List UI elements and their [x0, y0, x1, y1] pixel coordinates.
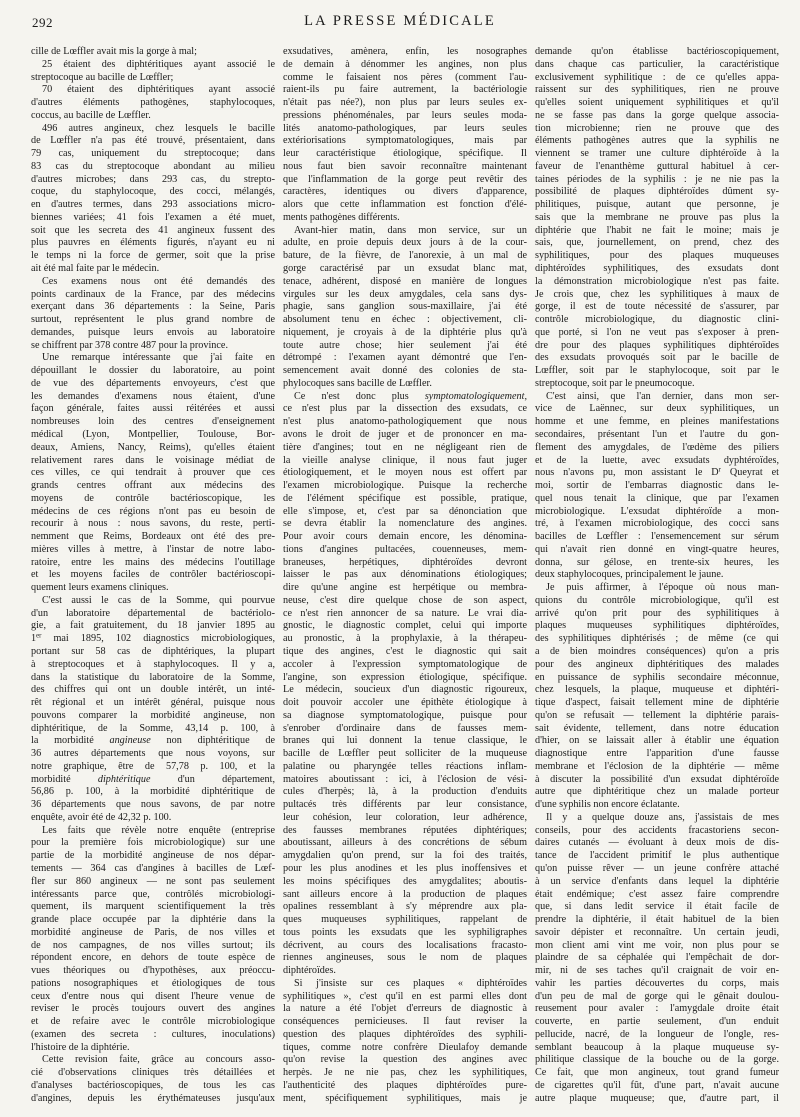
text-line: enquête, avoir été de 42,32 p. 100.: [31, 811, 172, 823]
text-line: 70 étaient des diphtéritiques ayant associé: [42, 84, 275, 96]
text-line: cille de Lœffler avait mis la gorge à mal;: [31, 46, 197, 57]
text-line: était endémique; c'est assez faire comprendre: [535, 888, 779, 900]
text-line: qu'on puisse rêver — un jeune confrère attaché: [535, 863, 779, 874]
text-line: phagie, sans ganglion sous-maxillaire, j'ai été: [283, 301, 527, 313]
text-line: d'autres éléments pathogènes, staphylocoques,: [31, 97, 275, 109]
text-line: caractères, identiques ou divers d'apparence,: [283, 186, 527, 198]
text-line: extériorisations symptomatologiques, mais par: [283, 135, 527, 147]
text-line: ques muqueuses syphilitiques, rappelant de: [283, 914, 527, 926]
text-line: rêt régional et un intérêt général, puisque nous: [31, 697, 275, 709]
text-line: demande qu'on établisse bactérioscopiquement,: [535, 46, 779, 57]
text-line: 25 étaient des diphtéritiques ayant associé le: [42, 58, 275, 70]
text-line: 79 cas, uniquement du streptocoque; dans: [31, 148, 275, 160]
text-line: diphtéroïdes syphilitiques, des exsudats dont: [535, 263, 779, 275]
text-line: que, si dans ledit service il était facile de: [535, 901, 779, 913]
text-run: morbidité: [31, 773, 98, 785]
text-line: gie, a fait gratuitement, du 18 janvier 1895 au: [31, 620, 275, 632]
text-line: comme le faisaient nos pères (comment l'au-: [283, 71, 527, 83]
text-line: Le médecin, soucieux d'un diagnostic rigoureux,: [283, 684, 527, 696]
text-line: autre plaque muqueuse; que, d'autre part, il: [535, 1092, 779, 1104]
text-line: vues théoriques ou d'hypothèses, aux préoccu-: [31, 965, 275, 977]
text-line: Les faits que révèle notre enquête (entreprise: [42, 824, 275, 836]
text-line: reusement pour avaler : l'amygdale droite était: [535, 1003, 779, 1015]
text-line: pultacés très différents par leur consistance,: [283, 799, 527, 811]
text-line: pressions phénoménales, par leurs seules moda-: [283, 109, 527, 121]
text-line: semblant beaucoup à la plaque muqueuse sy-: [535, 1041, 779, 1053]
text-line: tiques, comme notre confrère Dieulafoy demande: [283, 1041, 527, 1053]
text-line: d'autres microbes; dans 293 cas, du strepto-: [31, 173, 275, 185]
text-line: plaques muqueuses syphilitiques diphtéroïdes,: [535, 620, 779, 632]
text-line: bature, de la fièvre, de l'anorexie, à un mal de: [283, 250, 527, 262]
text-line: herpès. Je ne nie pas, chez les syphilitiques,: [283, 1067, 527, 1079]
paragraph: [283, 225, 527, 391]
text-line: membrane et l'éclosion de la diphtérie — même: [535, 760, 779, 772]
text-line: gorge, il est de toute nécessité de s'assurer, par: [535, 301, 779, 313]
text-line: que l'inflammation de la gorge peut revêtir des: [283, 173, 527, 185]
text-line: philitiques, puisque, autant que personne, je: [535, 199, 779, 211]
paragraph: [535, 46, 779, 391]
text-line: intéressants parce que, contrôlés microbiologi-: [31, 888, 275, 900]
text-line: pour des angineux diphtéritiques des malades: [535, 658, 779, 670]
text-line: ceux d'entre nous qui disent l'heure venue de: [31, 990, 275, 1002]
text-line: tion microbienne; rien ne prouve que des: [535, 122, 779, 134]
text-line: C'est ainsi, que l'an dernier, dans mon ser-: [546, 390, 779, 402]
text-line: 36 départements que nous savons, de par notre: [31, 799, 275, 811]
text-line: coccus, au bacille de Lœffler.: [31, 109, 151, 121]
text-line: notre graphique, être de 57,78 p. 100, et la: [31, 760, 275, 772]
text-line: portant sur 58 cas de diphtériques, la plupart: [31, 645, 275, 657]
text-line: s'enrober d'ordinaire dans de fausses mem-: [283, 722, 527, 734]
text-line: pour la première fois microbiologique) sur une: [31, 837, 275, 849]
text-line: exsudatives, amènera, enfin, les nosographes: [283, 46, 527, 57]
text-line: flement des amygdales, de l'œdème des piliers: [535, 441, 779, 453]
text-line: moi, sortir de l'embarras diagnostic dans le-: [535, 480, 779, 492]
text-line: tré, à l'examen microbiologique, des cocci sans: [535, 518, 779, 530]
text-line: de vue des départements envoyeurs, c'est que: [31, 377, 275, 389]
text-line: recourir à nous : nous savons, du reste, perti-: [31, 518, 275, 530]
paragraph: [31, 276, 275, 353]
text-line: biennes variées; 41 fois l'examen a été muet,: [31, 211, 275, 223]
text-line: Lœffler, soit par le staphylocoque, soit par le: [535, 365, 779, 377]
text-line: nemment que Reims, Bordeaux ont été des pre-: [31, 531, 275, 543]
text-line: sais, que, journellement, on prend, chez des: [535, 237, 779, 249]
text-line: bacille de Lœffler peut solliciter de la muqueuse: [283, 748, 527, 760]
text-line: elle s'impose, et, c'est par sa dénonciation que: [283, 505, 527, 517]
text-line: se devra établir la nomenclature des angines.: [283, 518, 527, 530]
text-line: 496 autres angineux, chez lesquels le bacille: [42, 122, 275, 134]
paragraph: [31, 123, 275, 276]
text-line: dire qu'une angine est herpétique ou membra-: [283, 582, 527, 594]
text-line: l'histoire de la diphtérie.: [31, 1041, 130, 1053]
text-line: (examen des secreta : cultures, inoculations): [31, 1028, 275, 1040]
text-line: nous faut bien savoir reconnaître maintenant: [283, 160, 527, 172]
paragraph: [31, 825, 275, 1055]
text-line: gorge caractérisé par un exsudat blanc mat,: [283, 263, 527, 275]
text-line: donna, sur gélose, en trente-six heures, les: [535, 556, 779, 568]
text-line: au pronostic, à la prophylaxie, à la thérapeu-: [283, 633, 527, 645]
text-line: d'une syphilis non encore éclatante.: [535, 799, 680, 811]
text-line: a de bien moindres conséquences) qu'on a pris: [535, 645, 779, 657]
text-line: raissent sur des syphilitiques, rien ne prouve: [535, 84, 779, 96]
text-line: à discuter la possibilité d'un exsudat diphtéroïde: [535, 773, 779, 785]
text-line: médecins de ces régions n'ont pas eu besoin de: [31, 505, 275, 517]
text-line: mières villes à mettre, à l'instar de notre labo-: [31, 543, 275, 555]
text-line: façon générale, faites aussi réitérées et aussi: [31, 403, 275, 415]
text-line: pations nosographiques et étiologiques de tous: [31, 977, 275, 989]
text-line: phylocoques sans bacille de Lœffler.: [283, 377, 432, 389]
paragraph: [283, 46, 527, 225]
text-line: syphilitiques », c'est qu'il en est parmi elles dont: [283, 990, 527, 1002]
text-line: quement leurs examens cliniques.: [31, 582, 169, 594]
text-run: mai 1895, 102 diagnostics microbiologiques,: [41, 633, 275, 645]
text-line: bacilles de Lœffler : l'ensemencement sur sérum: [535, 531, 779, 543]
paragraph: [31, 1054, 275, 1105]
text-line: cules d'herpès; là, à la production d'enduits: [283, 786, 527, 798]
text-line: philitique classique de la bouche ou de la gorge.: [535, 1054, 779, 1066]
text-line: de l'élément spécifique est possible, pratique,: [283, 492, 527, 504]
paragraph: [535, 582, 779, 812]
text-line: absolument tenu en échec : objectivement, cli-: [283, 314, 527, 326]
paragraph: [31, 46, 275, 59]
text-line: ce n'est plus par la dissection des exsudats, ce: [283, 403, 527, 415]
text-line: n'était pas née?), non plus par leurs seules ex-: [283, 97, 527, 109]
text-line: qui n'avait rien donné en vingt-quatre heures,: [535, 543, 779, 555]
text-line: grande place occupée par la diphtérie dans la: [31, 914, 275, 926]
text-line: [31, 735, 275, 748]
text-line: 56,86 p. 100, à la morbidité diphtéritique de: [31, 786, 275, 798]
text-line: la nature a été l'objet d'erreurs de diagnostic à: [283, 1003, 527, 1015]
text-line: et de la luette, avec exsudats dyphtéroïdes,: [535, 454, 779, 466]
text-line: quions du contrôle microbiologique, qu'il est: [535, 594, 779, 606]
text-line: qu'elles soient uniquement syphilitiques et qu'il: [535, 97, 779, 109]
text-line: de Lœffler n'a pas été trouvé, présentaient, dans: [31, 135, 275, 147]
text-line: palatine ou pharyngée telles réactions inflam-: [283, 760, 527, 772]
text-line: streptocoque au bacille de Lœffler;: [31, 71, 174, 83]
text-line: [31, 774, 275, 787]
text-line: tenace, adhérent, disposé en manière de longues: [283, 275, 527, 287]
text-line: conseils, pour des accidents fracastoriens secon-: [535, 824, 779, 836]
text-line: tous points les exsudats que les syphiligraphes: [283, 926, 527, 938]
text-line: Ce fait, que mon angineux, tout grand fumeur: [535, 1067, 779, 1079]
text-line: savoir dépister et reconnaître. Un certain jeudi,: [535, 926, 779, 938]
text-line: secondaires, présentant l'un et l'autre du gon-: [535, 428, 779, 440]
text-line: dépouillant le dossier du laboratoire, au point: [31, 365, 275, 377]
paragraph: [31, 84, 275, 122]
text-line: pouvons comparer la morbidité angineuse, non: [31, 709, 275, 721]
text-line: deux staphylocoques, principalement le jaune.: [535, 569, 724, 581]
text-line: plaindre de sa céphalée qui l'empêchait de dor-: [535, 952, 779, 964]
text-line: exerçant dans 36 départements : la Seine, Paris: [31, 301, 275, 313]
text-line: taines périodes de la syphilis : je ne nie pas la: [535, 173, 779, 185]
text-line: à un service d'enfants dans lequel la diphtérie: [535, 875, 779, 887]
text-line: doit pouvoir accoler une épithète étiologique à: [283, 697, 527, 709]
text-line: leur cohésion, leur coloration, leur adhérence,: [283, 811, 527, 823]
text-line: virgules sur les deux amygdales, cela sans dys-: [283, 288, 527, 300]
text-line: lités anatomo-pathologiques, par leurs seules: [283, 122, 527, 134]
text-line: de demain à dénommer les angines, non plus: [283, 58, 527, 70]
text-line: conséquences pernicieuses. Il faut reviser la: [283, 1016, 527, 1028]
text-line: diagnostique entre l'apparition d'une fausse: [535, 748, 779, 760]
text-line: daires cutanés — évoluant à deux mois de dis-: [535, 837, 779, 849]
text-line: des exsudats provoqués soit par le bacille de: [535, 352, 779, 364]
italic-text: diphtéritique: [97, 773, 151, 785]
text-line: riennes angineuses, sous le nom de plaques: [283, 952, 527, 964]
text-line: sait évidente, tellement, dans notre éducation: [535, 722, 779, 734]
text-column-3: [535, 46, 779, 1106]
text-line: possibilité de plaques diphtéroïdes dûment sy-: [535, 186, 779, 198]
text-line: alors que cette inflammation est fonction d'élé-: [283, 199, 527, 211]
text-line: dre pour des plaques syphilitiques diphtéroïdes: [535, 339, 779, 351]
text-line: l'angine, son expression étiologique, spécifique.: [283, 671, 527, 683]
text-line: 83 cas du streptocoque abondant au milieu: [31, 160, 275, 172]
text-line: répondent encore, en dehors de toute espèce de: [31, 952, 275, 964]
text-line: Cette revision faite, grâce au concours asso-: [42, 1054, 275, 1066]
text-line: partie de la morbidité angineuse de nos dépar-: [31, 850, 275, 862]
text-line: question des plaques diphtéroïdes des syphili-: [283, 1028, 527, 1040]
text-line: d'angines, depuis les érythémateuses jusqu'aux: [31, 1092, 275, 1104]
paragraph: [31, 59, 275, 85]
italic-text: angineuse: [109, 735, 151, 747]
text-line: les demandes d'examens nous étaient, d'une: [31, 390, 275, 402]
text-line: d'hier, on se laissait aller à établir une équation: [535, 735, 779, 747]
text-line: des fausses membranes réputées diphtériques;: [283, 824, 527, 836]
text-run: Ce n'est donc plus: [294, 390, 425, 402]
text-line: de cigarettes qu'il fût, d'une part, n'avait aucune: [535, 1080, 779, 1092]
text-line: pour les plus anodines et les plus inoffensives et: [283, 863, 527, 874]
paragraph: [31, 352, 275, 595]
text-line: autre que diphtéritique chez un malade porteur: [535, 786, 779, 798]
text-run: d'un département,: [150, 773, 275, 785]
text-line: mir, ni de ses taches qu'il craignait de voir en-: [535, 965, 779, 977]
paragraph: [31, 595, 275, 825]
text-line: Pour avoir cours demain encore, les dénomina-: [283, 531, 527, 543]
text-line: des chiffres qui ont un double intérêt, un inté-: [31, 684, 275, 696]
text-line: deaux, Amiens, Nancy, Reims), qu'elles étaient: [31, 441, 275, 453]
text-line: moyens de contrôle bactérioscopique, les: [31, 492, 275, 504]
text-line: qu'on se refusait — tellement la diphtérie parais-: [535, 709, 779, 721]
text-run: Queyrat et: [720, 467, 779, 479]
text-line: points cardinaux de la France, par des médecins: [31, 288, 275, 300]
paragraph: [283, 978, 527, 1106]
text-line: matoires aboutissant : ici, à l'éclosion de vési-: [283, 773, 527, 785]
text-line: homme et une femme, en pleines manifestations: [535, 416, 779, 428]
text-line: de nos campagnes, de nos villes surtout; ils: [31, 939, 275, 951]
paragraph: [283, 391, 527, 978]
text-line: que porté, si l'on ne veut pas s'exposer à pren-: [535, 326, 779, 338]
text-line: cié d'observations cliniques très détaillées et: [31, 1067, 275, 1079]
text-line: tique des angines, c'est le diagnostic qui sait: [283, 645, 527, 657]
text-column-1: [31, 46, 275, 1106]
text-line: gnostic, le diagnostic complet, celui qui importe: [283, 620, 527, 632]
text-line: faveur de l'enanthème guttural habituel à cer-: [535, 160, 779, 172]
text-line: braneuses, herpétiques, diphtéroïdes devront: [283, 556, 527, 568]
text-run: non diphtéritique de: [150, 735, 275, 747]
text-line: viennent se tramer une culture diphtéroïde à la: [535, 148, 779, 160]
text-line: quel nous tenait la clinique, que par l'examen: [535, 492, 779, 504]
text-line: Ces examens nous ont été demandés des: [42, 275, 275, 287]
text-line: Je crois que, chez les syphilitiques à maux de: [535, 288, 779, 300]
text-line: éléments pathogènes autres que la syphilis ne: [535, 135, 779, 147]
text-line: prendre la diphtérie, il était habituel de la bien: [535, 914, 779, 926]
text-line: laisser le pas aux dénominations étiologiques;: [283, 569, 527, 581]
text-line: ait été mal faite par le médecin.: [31, 263, 160, 275]
text-line: syphilitiques, pour des plaques muqueuses: [535, 250, 779, 262]
text-line: décrivent, au cours des localisations fracasto-: [283, 939, 527, 951]
text-run: nous n'avons pu, mon assistant le D: [535, 467, 719, 479]
text-line: détrompé : l'examen ayant démontré que l'en-: [283, 352, 527, 364]
text-line: tique d'aspect, faisait tellement mine de diphtérie: [535, 697, 779, 709]
text-line: neuse, c'est dire quelque chose de son aspect,: [283, 594, 527, 606]
text-line: médical (Lyon, Montpellier, Toulouse, Bor-: [31, 428, 275, 440]
text-line: des syphilitiques diphtérisés ; de même (ce qui: [535, 633, 779, 645]
text-line: pellucide, nacré, de la longueur de l'ongle, res-: [535, 1028, 779, 1040]
text-line: plus pauvres en éléments figurés, n'ayant eu ni: [31, 237, 275, 249]
text-line: l'authenticité des plaques diphtéroïdes pure-: [283, 1080, 527, 1092]
text-line: Une remarque intéressante que j'ai faite en: [42, 352, 275, 364]
text-line: ratoire, entre les mains des médecins l'outillage: [31, 556, 275, 568]
superscript-text: r: [718, 466, 721, 474]
text-line: sais que la membrane ne prouve pas plus la: [535, 211, 779, 223]
text-line: demandes, puisque leurs envois au laboratoire: [31, 326, 275, 338]
text-line: la vieille analyse clinique, il nous faut juger: [283, 454, 527, 466]
text-line: morbidité angineuse de Paris, de nos villes et: [31, 926, 275, 938]
text-line: tions d'angines pultacées, couenneuses, mem-: [283, 543, 527, 555]
text-line: sant ailleurs encore à la production de plaques: [283, 888, 527, 900]
text-line: diphtérie que l'habit ne fait le moine; mais je: [535, 224, 779, 236]
text-line: ces villes, ce qui tendrait à prouver que ces: [31, 467, 275, 479]
text-line: leur caractéristique étiologique, spécifique. Il: [283, 148, 527, 160]
text-line: semencement avait donné des colonies de sta-: [283, 365, 527, 377]
text-line: sa diagnose symptomatologique, puisque pour: [283, 709, 527, 721]
text-line: [31, 633, 275, 646]
text-line: 36 autres départements que nous voyons, sur: [31, 748, 275, 760]
text-line: C'est aussi le cas de la Somme, qui pourvue: [42, 594, 275, 606]
text-line: Si j'insiste sur ces plaques « diphtéroïdes: [294, 977, 527, 989]
text-line: relativement rares dans le voisinage médiat de: [31, 454, 275, 466]
text-run: 1: [31, 633, 37, 645]
text-line: vahir les parties découvertes du corps, mais: [535, 977, 779, 989]
text-line: tance de l'accident primitif le plus authentique: [535, 850, 779, 862]
text-line: Avant-hier matin, dans mon service, sur un: [294, 224, 527, 236]
text-line: ments pathogènes différents.: [283, 211, 400, 223]
text-line: [535, 467, 779, 480]
text-line: microbiologique. L'exsudat diphtéroïde a mon-: [535, 505, 779, 517]
text-line: ne se fasse pas dans la gorge quelque associa-: [535, 109, 779, 121]
text-line: les moins spécifiques des amygdalites; aboutis-: [283, 875, 527, 887]
text-line: surtout, représentent le plus grand nombre de: [31, 314, 275, 326]
italic-text: symptomatologiquement,: [424, 390, 527, 402]
text-line: aboutissant, ailleurs à des concrétions de sébum: [283, 837, 527, 849]
text-line: à streptocoques et à staphylocoques. Il y a,: [31, 658, 275, 670]
text-line: avons le droit de juger et de prononcer en ma-: [283, 428, 527, 440]
text-line: grands centres offrant aux médecins des: [31, 480, 275, 492]
text-line: raient-ils pu faire autrement, la bactériologie: [283, 84, 527, 96]
text-line: reviser le procès toujours ouvert des angines: [31, 1003, 275, 1015]
text-line: en d'autres termes, dans 293 associations micro-: [31, 199, 275, 211]
page-number: 292: [32, 15, 53, 30]
text-line: quement, ils marquent scientifiquement la très: [31, 901, 275, 913]
text-line: vice de Laënnec, sur deux syphilitiques, un: [535, 403, 779, 415]
text-line: Il y a quelque douze ans, j'assistais de mes: [546, 811, 779, 823]
text-line: niquement, je croyais à de la diphtérie plus qu'à: [283, 326, 527, 338]
text-line: dans chaque cas particulier, la caractéristique: [535, 58, 779, 70]
text-line: branes qui lui donnent la tenue classique, le: [283, 735, 527, 747]
text-line: diphtéritique, de la Somme, 43,14 p. 100, à: [31, 722, 275, 734]
text-line: arrivé qu'on prit pour des syphilitiques à: [535, 607, 779, 619]
text-line: d'un peu de mal de gorge qui le gênait doulou-: [535, 990, 779, 1002]
text-line: amygdalien qu'on prend, sur la foi des traités,: [283, 850, 527, 862]
paragraph: [535, 391, 779, 582]
text-line: diphtéroïdes.: [283, 965, 336, 977]
text-line: et de refaire avec le contrôle microbiologique: [31, 1016, 275, 1028]
text-line: d'analyses bactérioscopiques, de tous les cas: [31, 1080, 275, 1092]
text-line: d'un laboratoire départemental de bactériolo-: [31, 607, 275, 619]
text-line: [283, 391, 527, 404]
text-line: chez lesquels, la plaque, muqueuse et diphtéri-: [535, 684, 779, 696]
text-column-2: [283, 46, 527, 1106]
text-line: soit que les secreta des 41 angineux fussent des: [31, 224, 275, 236]
text-line: toute autre chose; hier seulement j'ai été: [283, 339, 527, 351]
text-line: qu'on revise la question des angines avec: [283, 1054, 527, 1066]
text-line: ce n'est rien annoncer de sa nature. Le vrai dia-: [283, 607, 527, 619]
superscript-text: er: [36, 632, 42, 640]
text-line: tière d'angines; tout en ne négligeant rien de: [283, 441, 527, 453]
text-line: fler sur 860 angineux — ne sont pas seulement: [31, 875, 275, 887]
text-line: Je puis affirmer, à l'époque où nous man-: [546, 582, 779, 594]
text-line: la démonstration microbiologique n'est pas faite.: [535, 275, 779, 287]
text-line: couverte, en partie seulement, d'un enduit: [535, 1016, 779, 1028]
text-line: l'examen microbiologique. Puisque la recherche: [283, 480, 527, 492]
text-line: accoler à l'expression symptomatologique de: [283, 658, 527, 670]
text-line: dans la statistique du laboratoire de la Somme,: [31, 671, 275, 683]
text-line: tements — 364 cas d'angines à bacilles de Lœf-: [31, 863, 275, 874]
paragraph: [535, 812, 779, 1106]
text-run: la morbidité: [31, 735, 110, 747]
text-line: le temps ni la force de germer, soit que la prise: [31, 250, 275, 262]
text-line: nombreuses loin des centres d'enseignement: [31, 416, 275, 428]
text-line: contrôle microbiologique, du diagnostic clini-: [535, 314, 779, 326]
text-line: coque, du staphylocoque, des cocci, mélangés,: [31, 186, 275, 198]
text-line: adulte, en proie depuis deux jours à de la cour-: [283, 237, 527, 249]
text-line: mon client ami vint me voir, non plus pour se: [535, 939, 779, 951]
text-line: étiologiquement, et le moyen nous est offert par: [283, 467, 527, 479]
text-line: se chiffrent par 378 contre 487 pour la province.: [31, 339, 228, 351]
text-line: opalines ressemblant à s'y méprendre aux pla-: [283, 901, 527, 913]
text-line: ment, spécifiquement syphilitiques, mais je: [283, 1092, 527, 1104]
text-line: et les moyens faciles de contrôler bactérioscopi-: [31, 569, 275, 581]
text-line: streptocoque, soit par le pneumocoque.: [535, 377, 695, 389]
text-line: en puissance de syphilis secondaire méconnue,: [535, 671, 779, 683]
text-line: exclusivement syphilitique : de ce qu'elles appa-: [535, 71, 779, 83]
text-line: n'est plus anatomo-pathologiquement que nous: [283, 416, 527, 428]
journal-title: LA PRESSE MÉDICALE: [304, 13, 496, 29]
